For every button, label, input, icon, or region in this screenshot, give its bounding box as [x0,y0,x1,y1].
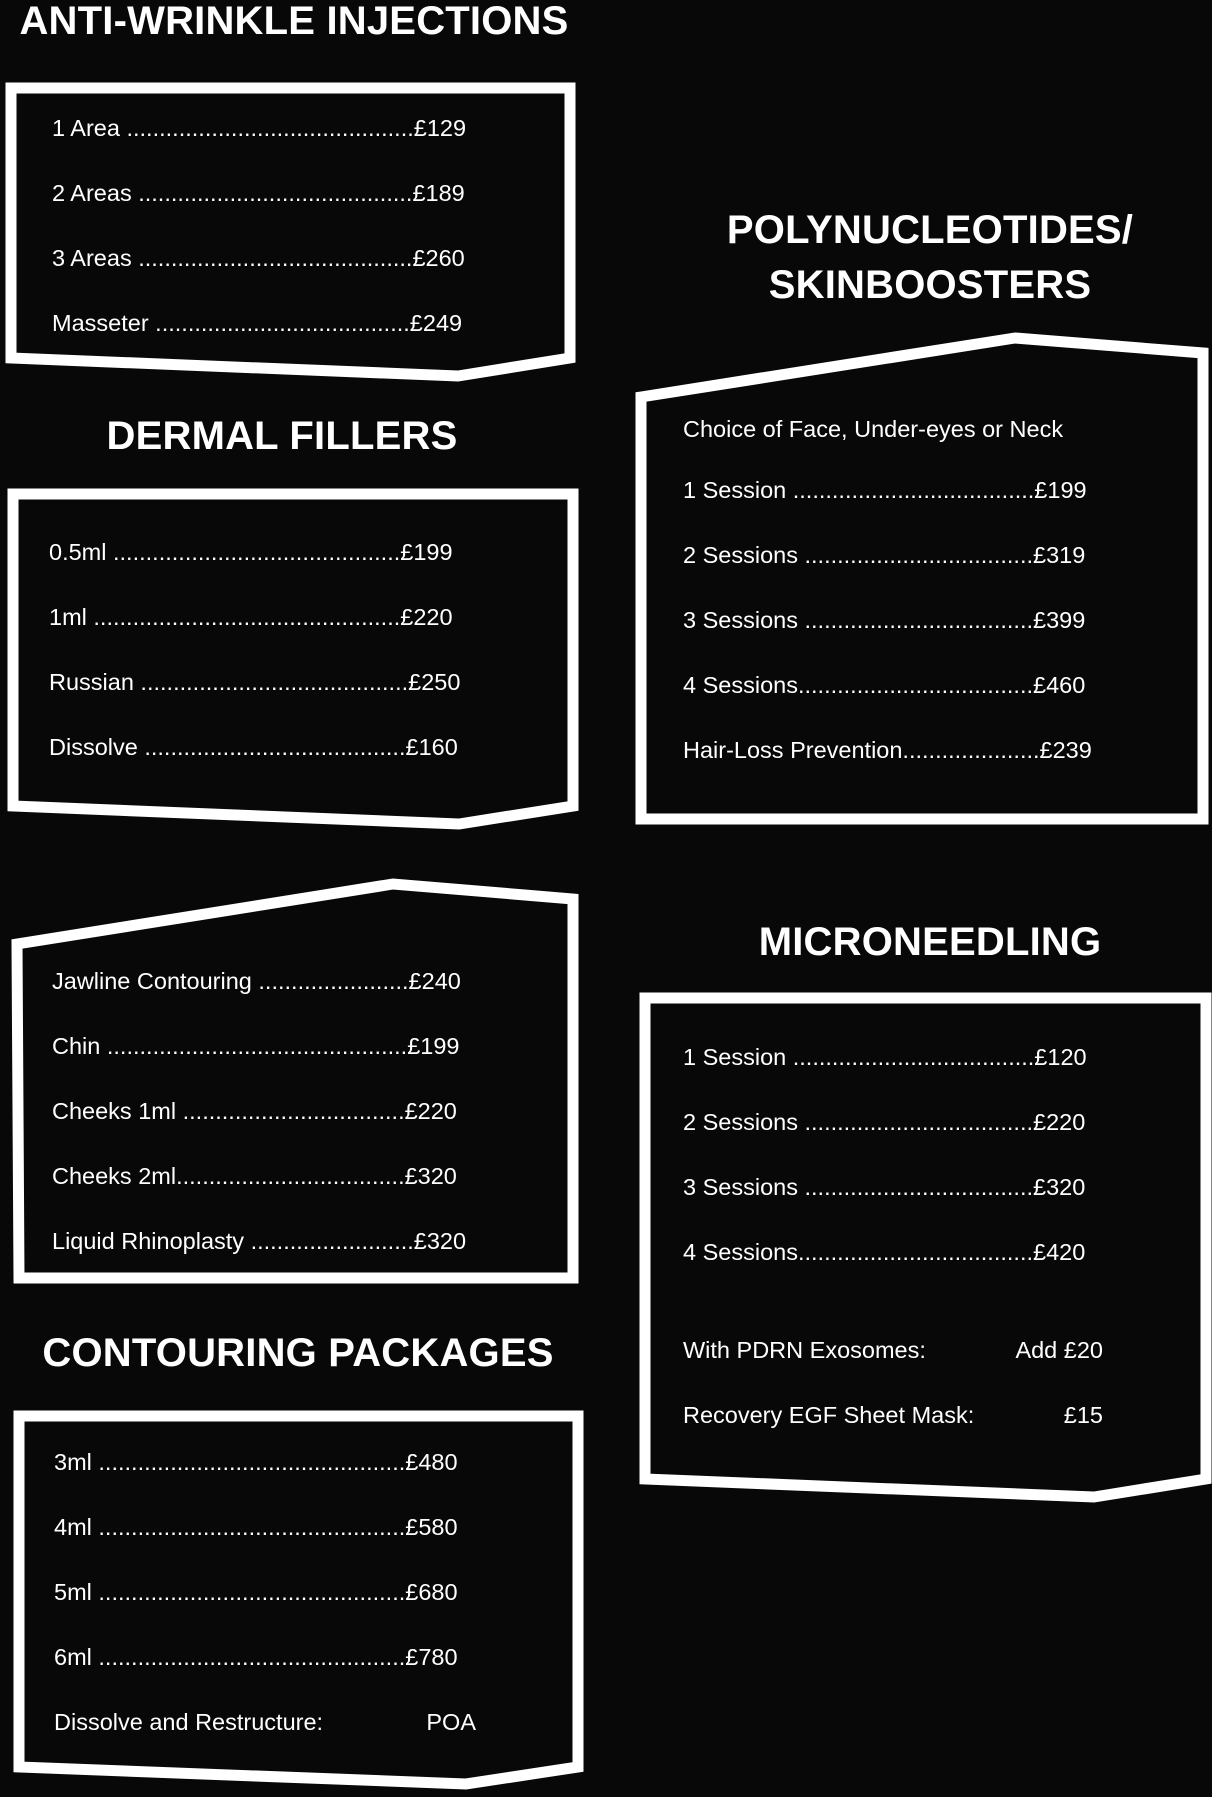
item-price: Add £20 [1015,1337,1103,1363]
price-line: 1ml ...............................................£220 [49,604,453,630]
item-label: Dissolve and Restructure: [54,1709,324,1735]
item-price: POA [426,1709,476,1735]
price-line: 1 Session .....................................£199 [683,477,1087,503]
polynucleotides-title-line1: POLYNUCLEOTIDES/ [726,208,1134,252]
contouring-packages-title: CONTOURING PACKAGES [42,1331,554,1375]
price-line: Cheeks 2ml...................................£320 [52,1163,457,1189]
price-line: Jawline Contouring .......................£240 [52,968,461,994]
price-line: Russian .........................................£250 [49,669,461,695]
price-line: 2 Areas ..........................................£189 [52,180,465,206]
price-line: Cheeks 1ml ..................................£220 [52,1098,457,1124]
price-line: 2 Sessions ...................................£319 [683,542,1086,568]
price-line: Liquid Rhinoplasty .........................£320 [52,1228,467,1254]
price-line: 4 Sessions....................................£420 [683,1239,1086,1265]
price-line: Hair-Loss Prevention.....................£239 [683,737,1092,763]
price-line: 3 Areas ..........................................£260 [52,245,465,271]
price-line-pdrn-exosomes [683,1335,1103,1365]
anti-wrinkle-title: ANTI-WRINKLE INJECTIONS [19,0,569,43]
price-line: 5ml ...............................................£680 [54,1579,458,1605]
price-line: 3 Sessions ...................................£399 [683,607,1086,633]
microneedling-title: MICRONEEDLING [758,920,1102,964]
item-label: With PDRN Exosomes: [683,1337,926,1363]
price-line: Masseter .......................................£249 [52,310,463,336]
item-price: £15 [1063,1402,1103,1428]
price-line: 0.5ml ............................................£199 [49,539,453,565]
price-line: 1 Session .....................................£120 [683,1044,1087,1070]
price-line: 4ml ...............................................£580 [54,1514,458,1540]
dermal-fillers-title: DERMAL FILLERS [106,414,458,458]
price-line: 1 Area ............................................£129 [52,115,467,141]
area-note: Choice of Face, Under-eyes or Neck [683,416,1064,442]
price-line-egf-sheet-mask [683,1400,1103,1430]
price-line-dissolve-restructure [54,1707,476,1737]
price-line: 3 Sessions ...................................£320 [683,1174,1086,1200]
price-line: Dissolve ........................................£160 [49,734,458,760]
price-line: 2 Sessions ...................................£220 [683,1109,1086,1135]
price-line: 3ml ...............................................£480 [54,1449,458,1475]
contouring-frame [17,884,573,1278]
price-line: 4 Sessions....................................£460 [683,672,1086,698]
polynucleotides-title-line2: SKINBOOSTERS [768,263,1092,307]
price-line: Chin ..............................................£199 [52,1033,460,1059]
price-line: 6ml ...............................................£780 [54,1644,458,1670]
item-label: Recovery EGF Sheet Mask: [683,1402,975,1428]
